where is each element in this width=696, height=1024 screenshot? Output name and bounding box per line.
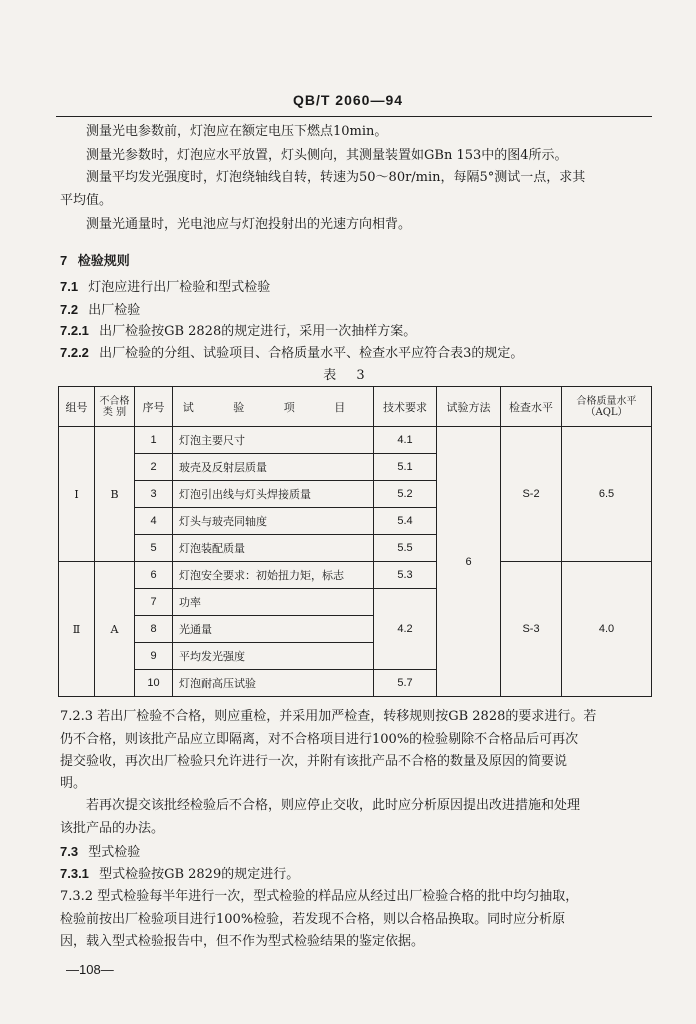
item-cell: 灯头与玻壳同轴度 xyxy=(173,508,374,535)
seq-cell: 8 xyxy=(135,616,173,643)
item-cell: 灯泡装配质量 xyxy=(173,535,374,562)
group-cell: Ⅰ xyxy=(59,427,95,562)
table-caption: 表 3 xyxy=(323,368,373,383)
clause-line xyxy=(60,301,140,320)
clause-number: 7.2.2 xyxy=(60,345,89,360)
tech-cell: 4.2 xyxy=(374,589,437,670)
tech-cell: 5.3 xyxy=(374,562,437,589)
item-cell: 灯泡耐高压试验 xyxy=(173,670,374,697)
standard-code-header: QB/T 2060—94 xyxy=(292,92,404,108)
seq-cell: 10 xyxy=(135,670,173,697)
header-inspection-level: 检查水平 xyxy=(501,387,562,427)
clause-number: 7.1 xyxy=(60,279,79,294)
clause-732-line: 检验前按出厂检验项目进行100%检验，若发现不合格，则以合格品换取。同时应分析原 xyxy=(60,912,566,927)
clause-732-line: 7.3.2 型式检验每半年进行一次，型式检验的样品应从经过出厂检验合格的批中均匀抽取， xyxy=(60,889,579,904)
header-test-item: 试 验 项 目 xyxy=(173,387,374,427)
level-cell: S-2 xyxy=(501,427,562,562)
aql-cell: 4.0 xyxy=(562,562,652,697)
intro-line: 测量光通量时，光电池应与灯泡投射出的光速方向相背。 xyxy=(86,217,412,232)
item-cell: 灯泡安全要求：初始扭力矩，标志 xyxy=(173,562,374,589)
tech-cell: 5.5 xyxy=(374,535,437,562)
tech-cell: 4.1 xyxy=(374,427,437,454)
seq-cell: 4 xyxy=(135,508,173,535)
item-cell: 平均发光强度 xyxy=(173,643,374,670)
seq-cell: 2 xyxy=(135,454,173,481)
inspection-table xyxy=(58,386,652,697)
section-number: 7 xyxy=(60,253,68,268)
clause-732-line: 因，载入型式检验报告中，但不作为型式检验结果的鉴定依据。 xyxy=(60,934,425,949)
section-title: 检验规则 xyxy=(77,254,130,269)
header-group: 组号 xyxy=(59,387,95,427)
level-cell: S-3 xyxy=(501,562,562,697)
clause-number: 7.3 xyxy=(60,844,79,859)
seq-cell: 3 xyxy=(135,481,173,508)
seq-cell: 6 xyxy=(135,562,173,589)
table-row xyxy=(59,427,652,454)
intro-line: 测量光参数时，灯泡应水平放置，灯头侧向，其测量装置如GBn 153中的图4所示。 xyxy=(86,148,568,163)
clause-text: 出厂检验 xyxy=(88,303,141,318)
aql-cell: 6.5 xyxy=(562,427,652,562)
header-nonconform-category: 不合格 类 别 xyxy=(95,387,135,427)
seq-cell: 5 xyxy=(135,535,173,562)
seq-cell: 7 xyxy=(135,589,173,616)
tech-cell: 5.2 xyxy=(374,481,437,508)
item-cell: 光通量 xyxy=(173,616,374,643)
clause-text: 灯泡应进行出厂检验和型式检验 xyxy=(88,280,271,295)
clause-number: 7.2 xyxy=(60,302,79,317)
group-cell: Ⅱ xyxy=(59,562,95,697)
clause-723-line: 提交验收，再次出厂检验只允许进行一次，并附有该批产品不合格的数量及原因的简要说 xyxy=(60,754,568,769)
intro-line: 测量平均发光强度时，灯泡绕轴线自转，转速为50～80r/min，每隔5°测试一点，求其 xyxy=(86,170,586,185)
clause-text: 型式检验按GB 2829的规定进行。 xyxy=(99,867,300,882)
tech-cell: 5.7 xyxy=(374,670,437,697)
clause-line xyxy=(60,843,140,862)
clause-line xyxy=(60,278,270,297)
intro-line: 平均值。 xyxy=(60,193,113,208)
item-cell: 玻壳及反射层质量 xyxy=(173,454,374,481)
clause-723-line: 仍不合格，则该批产品应立即隔离，对不合格项目进行100%的检验剔除不合格品后可再次 xyxy=(60,732,579,747)
seq-cell: 9 xyxy=(135,643,173,670)
header-seq: 序号 xyxy=(135,387,173,427)
clause-number: 7.3.1 xyxy=(60,866,89,881)
seq-cell: 1 xyxy=(135,427,173,454)
clause-number: 7.2.1 xyxy=(60,323,89,338)
item-cell: 功率 xyxy=(173,589,374,616)
method-cell: 6 xyxy=(437,427,501,697)
clause-text: 出厂检验的分组、试验项目、合格质量水平、检查水平应符合表3的规定。 xyxy=(99,346,524,361)
clause-723-line: 该批产品的办法。 xyxy=(60,821,165,836)
header-tech-requirement: 技术要求 xyxy=(374,387,437,427)
item-cell: 灯泡主要尺寸 xyxy=(173,427,374,454)
page-number: —108— xyxy=(66,962,114,977)
clause-text: 型式检验 xyxy=(88,845,141,860)
category-cell: A xyxy=(95,562,135,697)
clause-line xyxy=(60,865,299,884)
clause-723-line: 若再次提交该批经检验后不合格，则应停止交收，此时应分析原因提出改进措施和处理 xyxy=(86,798,581,813)
header-test-method: 试验方法 xyxy=(437,387,501,427)
tech-cell: 5.1 xyxy=(374,454,437,481)
clause-text: 出厂检验按GB 2828的规定进行，采用一次抽样方案。 xyxy=(99,324,417,339)
clause-line xyxy=(60,344,523,363)
clause-line xyxy=(60,322,416,341)
table-header-row xyxy=(59,387,652,427)
table-row xyxy=(59,562,652,589)
item-cell: 灯泡引出线与灯头焊接质量 xyxy=(173,481,374,508)
header-rule xyxy=(56,116,652,117)
section-heading xyxy=(60,252,130,271)
clause-723-line: 7.2.3 若出厂检验不合格，则应重检，并采用加严检查，转移规则按GB 2828的要求进行。若 xyxy=(60,709,597,724)
clause-723-line: 明。 xyxy=(60,776,87,791)
category-cell: B xyxy=(95,427,135,562)
intro-line: 测量光电参数前，灯泡应在额定电压下燃点10min。 xyxy=(86,124,388,139)
tech-cell: 5.4 xyxy=(374,508,437,535)
header-aql: 合格质量水平 （AQL） xyxy=(562,387,652,427)
